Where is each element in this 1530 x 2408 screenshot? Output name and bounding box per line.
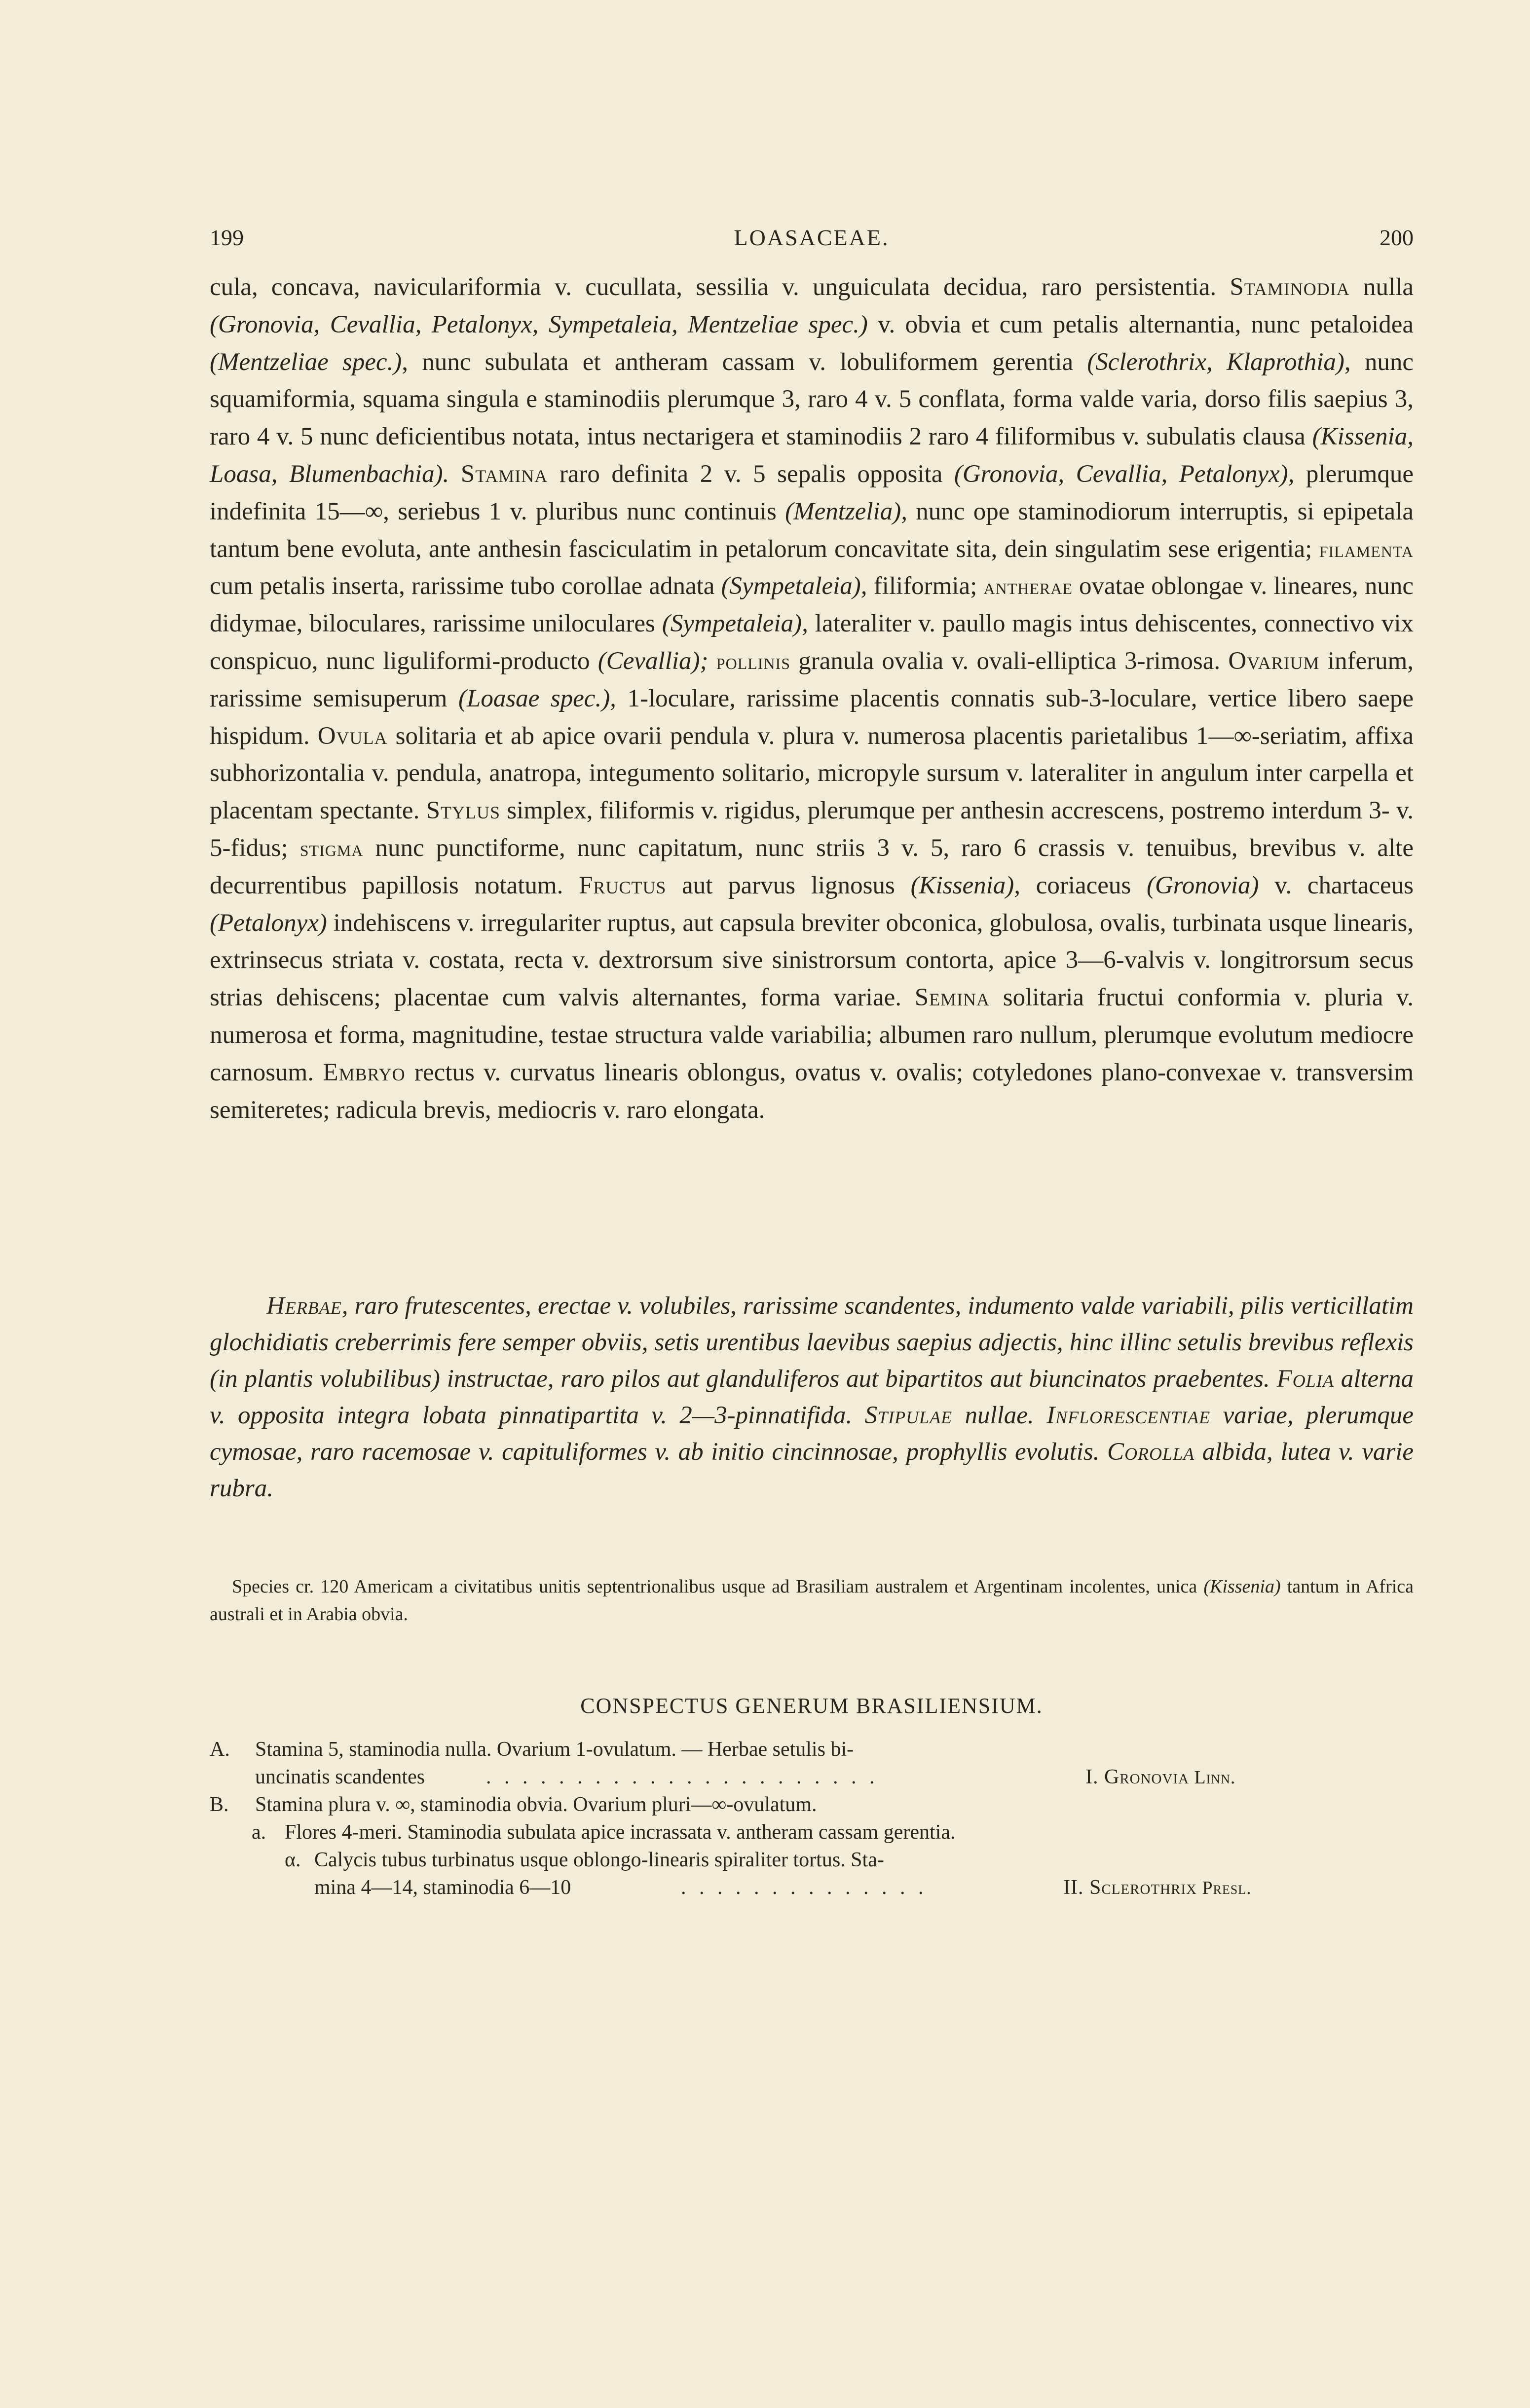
- genus-author: Linn.: [1194, 1767, 1236, 1788]
- page-number-left: 199: [210, 225, 244, 250]
- page-number-right: 200: [1380, 225, 1414, 250]
- taxon-list: (Mentzelia),: [785, 497, 907, 525]
- text-run: ovatae oblongae v. lineares, nunc didymae, biloculares, rarissime uniloculares: [210, 572, 1414, 638]
- text-run: aut parvus lignosus: [682, 871, 895, 899]
- text-run: nulla: [1363, 273, 1414, 301]
- text-run: cum petalis inserta, rarissime tubo corollae adnata: [210, 572, 715, 600]
- term-ovula: Ovula: [317, 722, 388, 750]
- conspectus-title: CONSPECTUS GENERUM BRASILIENSIUM.: [580, 1694, 1043, 1718]
- term-corolla: Corolla: [1107, 1438, 1195, 1466]
- taxon-list: (Petalonyx): [210, 909, 327, 937]
- main-paragraph: [210, 269, 1414, 1129]
- genus-label: II. Sclerothrix: [1063, 1876, 1197, 1899]
- genus-name: [1085, 1763, 1235, 1791]
- key-text: Stamina plura v. ∞, staminodia obvia. Ovarium pluri—∞-ovulatum.: [255, 1793, 817, 1816]
- leader-dots: . . . . . . . . . . . . . . . . . . . . . .: [486, 1766, 879, 1788]
- term-stipulae: Stipulae: [864, 1402, 953, 1429]
- text-run: lateraliter v. paullo magis intus dehiscentes, connectivo vix conspicuo, nunc liguliformi-producto: [210, 610, 1414, 675]
- taxon-list: (Kissenia),: [910, 871, 1020, 899]
- key-text: Stamina 5, staminodia nulla. Ovarium 1-ovulatum. — Herbae setulis bi-: [255, 1738, 854, 1761]
- text-run: inferum, rarissime semisuperum: [210, 647, 1414, 712]
- leader-dots: . . . . . . . . . . . . . .: [681, 1876, 928, 1899]
- term-stigma: stigma: [299, 835, 364, 861]
- text-run: albida, lutea v. varie rubra.: [210, 1438, 1414, 1502]
- term-filamenta: filamenta: [1319, 536, 1414, 562]
- text-run: filiformia;: [873, 572, 977, 600]
- taxon-list: (Mentzeliae spec.): [210, 348, 402, 376]
- key-text: Flores 4-meri. Staminodia subulata apice incrassata v. antheram cassam gerentia.: [285, 1821, 956, 1844]
- text-run: alterna v. opposita integra lobata pinnatipartita v. 2—3-pinnatifida.: [210, 1365, 1414, 1429]
- text-run: solitaria fructui conformia v. pluria v. numerosa et forma, magnitudine, testae structura valde variabilia; albumen raro nullum, plerumque evolutum mediocre carnosum.: [210, 984, 1414, 1086]
- running-header: [210, 224, 1414, 259]
- text-run: solitaria et ab apice ovarii pendula v. plura v. numerosa placentis parietalibus 1—∞-seriatim, affixa subhorizontalia v. pendula, anatropa, integumento solitario, micropyle sursum v. lateraliter in angulum inter carpella et placentam spectante.: [210, 722, 1414, 825]
- term-pollinis: pollinis: [716, 648, 790, 674]
- genus-label: I. Gronovia: [1085, 1766, 1190, 1788]
- term-antherae: antherae: [983, 574, 1073, 599]
- taxon-list: (Sympetaleia),: [721, 572, 867, 600]
- text-run: rectus v. curvatus linearis oblongus, ovatus v. ovalis; cotyledones plano-convexae v. transversim semiteretes; radicula brevis, mediocris v. raro elongata.: [210, 1058, 1414, 1124]
- taxon-list: (Kissenia, Loasa, Blumenbachia).: [210, 423, 1414, 488]
- term-stamina: Stamina: [460, 460, 548, 488]
- text-run: v. chartaceus: [1274, 871, 1414, 899]
- text-run: 1-loculare, rarissime placentis connatis sub-3-loculare, vertice libero saepe hispidum.: [210, 684, 1414, 750]
- term-inflorescentiae: Inflorescentiae: [1046, 1402, 1211, 1429]
- key-letter: B.: [210, 1793, 229, 1816]
- taxon-list: (Gronovia): [1146, 871, 1259, 899]
- genus-key: [210, 1736, 1414, 1901]
- text-run: plerumque indefinita 15—∞, seriebus 1 v. pluribus nunc continuis: [210, 460, 1414, 525]
- text-run: simplex, filiformis v. rigidus, plerumque per anthesin accrescens, postremo interdum 3- v. 5-fidus;: [210, 797, 1414, 862]
- running-title: LOASACEAE.: [734, 225, 890, 250]
- term-ovarium: Ovarium: [1228, 647, 1320, 675]
- key-row: [210, 1791, 1414, 1818]
- taxon-list: (Gronovia, Cevallia, Petalonyx, Sympetaleia, Mentzeliae spec.): [210, 310, 868, 338]
- key-text: Calycis tubus turbinatus usque oblongo-linearis spiraliter tortus. Sta-: [314, 1849, 884, 1871]
- text-run: coriaceus: [1036, 871, 1131, 899]
- text-run: raro definita 2 v. 5 sepalis opposita: [559, 460, 943, 488]
- key-letter: A.: [210, 1738, 230, 1761]
- term-fructus: Fructus: [579, 871, 667, 899]
- term-stylus: Stylus: [426, 797, 500, 825]
- text-run: variae, plerumque cymosae, raro racemosae v. capituliformes v. ab initio cincinnosae, prophyllis evolutis.: [210, 1402, 1414, 1466]
- key-row: [210, 1736, 1414, 1763]
- term-staminodia: Staminodia: [1230, 273, 1350, 301]
- taxon-list: (Loasae spec.),: [458, 684, 616, 712]
- habit-description: [210, 1288, 1414, 1507]
- text-run: nullae.: [965, 1402, 1034, 1429]
- text-run: , nunc subulata et antheram cassam v. lobuliformem gerentia: [402, 348, 1074, 376]
- genus-name: [1063, 1874, 1252, 1902]
- distribution-note: [210, 1573, 1414, 1628]
- text-run: , nunc squamiformia, squama singula e staminodiis plerumque 3, raro 4 v. 5 conflata, forma valde varia, dorso filis saepius 3, raro 4 v. 5 nunc deficientibus notata, intus nectarigera et staminodiis 2 raro 4 filiformibus v. subulatis clausa: [210, 348, 1414, 451]
- key-letter: a.: [252, 1821, 266, 1844]
- text-run: tantum in Africa australi et in Arabia obvia.: [210, 1576, 1414, 1625]
- text-run: cula, concava, naviculariformia v. cucullata, sessilia v. unguiculata decidua, raro persistentia.: [210, 273, 1217, 301]
- taxon-list: (Cevallia);: [597, 647, 709, 675]
- key-text: uncinatis scandentes: [255, 1766, 425, 1788]
- key-row: [210, 1874, 1414, 1901]
- term-herbae: Herbae: [266, 1292, 342, 1320]
- text-run: , raro frutescentes, erectae v. volubiles, rarissime scandentes, indumento valde variabili, pilis verticillatim glochidiatis creberrimis fere semper obviis, setis urentibus laevibus saepius adjectis, hinc illinc setulis brevibus reflexis (in plantis volubilibus) instructae, raro pilos aut glanduliferos aut bipartitos aut biuncinatos praebentes.: [210, 1292, 1414, 1393]
- text-run: indehiscens v. irregulariter ruptus, aut capsula breviter obconica, globulosa, ovalis, turbinata usque linearis, extrinsecus striata v. costata, recta v. dextrorsum sive sinistrorsum contorta, apice 3—6-valvis v. longitrorsum secus strias dehiscens; placentae cum valvis alternantes, forma variae.: [210, 909, 1414, 1012]
- text-run: granula ovalia v. ovali-elliptica 3-rimosa.: [798, 647, 1221, 675]
- term-embryo: Embryo: [323, 1058, 406, 1086]
- key-row: [210, 1846, 1414, 1874]
- taxon-list: (Gronovia, Cevallia, Petalonyx),: [954, 460, 1295, 488]
- text-run: nunc punctiforme, nunc capitatum, nunc striis 3 v. 5, raro 6 crassis v. tenuibus, brevibus v. alte decurrentibus papillosis notatum.: [210, 834, 1414, 899]
- text-run: nunc ope staminodiorum interruptis, si epipetala tantum bene evoluta, ante anthesin fasciculatim in petalorum concavitate sita, dein singulatim sese erigentia;: [210, 497, 1414, 563]
- term-folia: Folia: [1276, 1365, 1334, 1393]
- text-run: Species cr. 120 Americam a civitatibus unitis septentrionalibus usque ad Brasiliam australem et Argentinam incolentes, unica: [232, 1576, 1197, 1597]
- genus-author: Presl.: [1202, 1878, 1252, 1898]
- term-semina: Semina: [914, 984, 990, 1012]
- taxon-name: (Kissenia): [1203, 1576, 1281, 1597]
- text-run: v. obvia et cum petalis alternantia, nunc petaloidea: [878, 310, 1414, 338]
- key-text: mina 4—14, staminodia 6—10: [314, 1876, 571, 1899]
- key-letter: α.: [285, 1849, 301, 1871]
- taxon-list: (Sclerothrix, Klaprothia): [1087, 348, 1344, 376]
- key-row: [210, 1763, 1414, 1791]
- taxon-list: (Sympetaleia),: [662, 610, 808, 638]
- key-row: [210, 1818, 1414, 1846]
